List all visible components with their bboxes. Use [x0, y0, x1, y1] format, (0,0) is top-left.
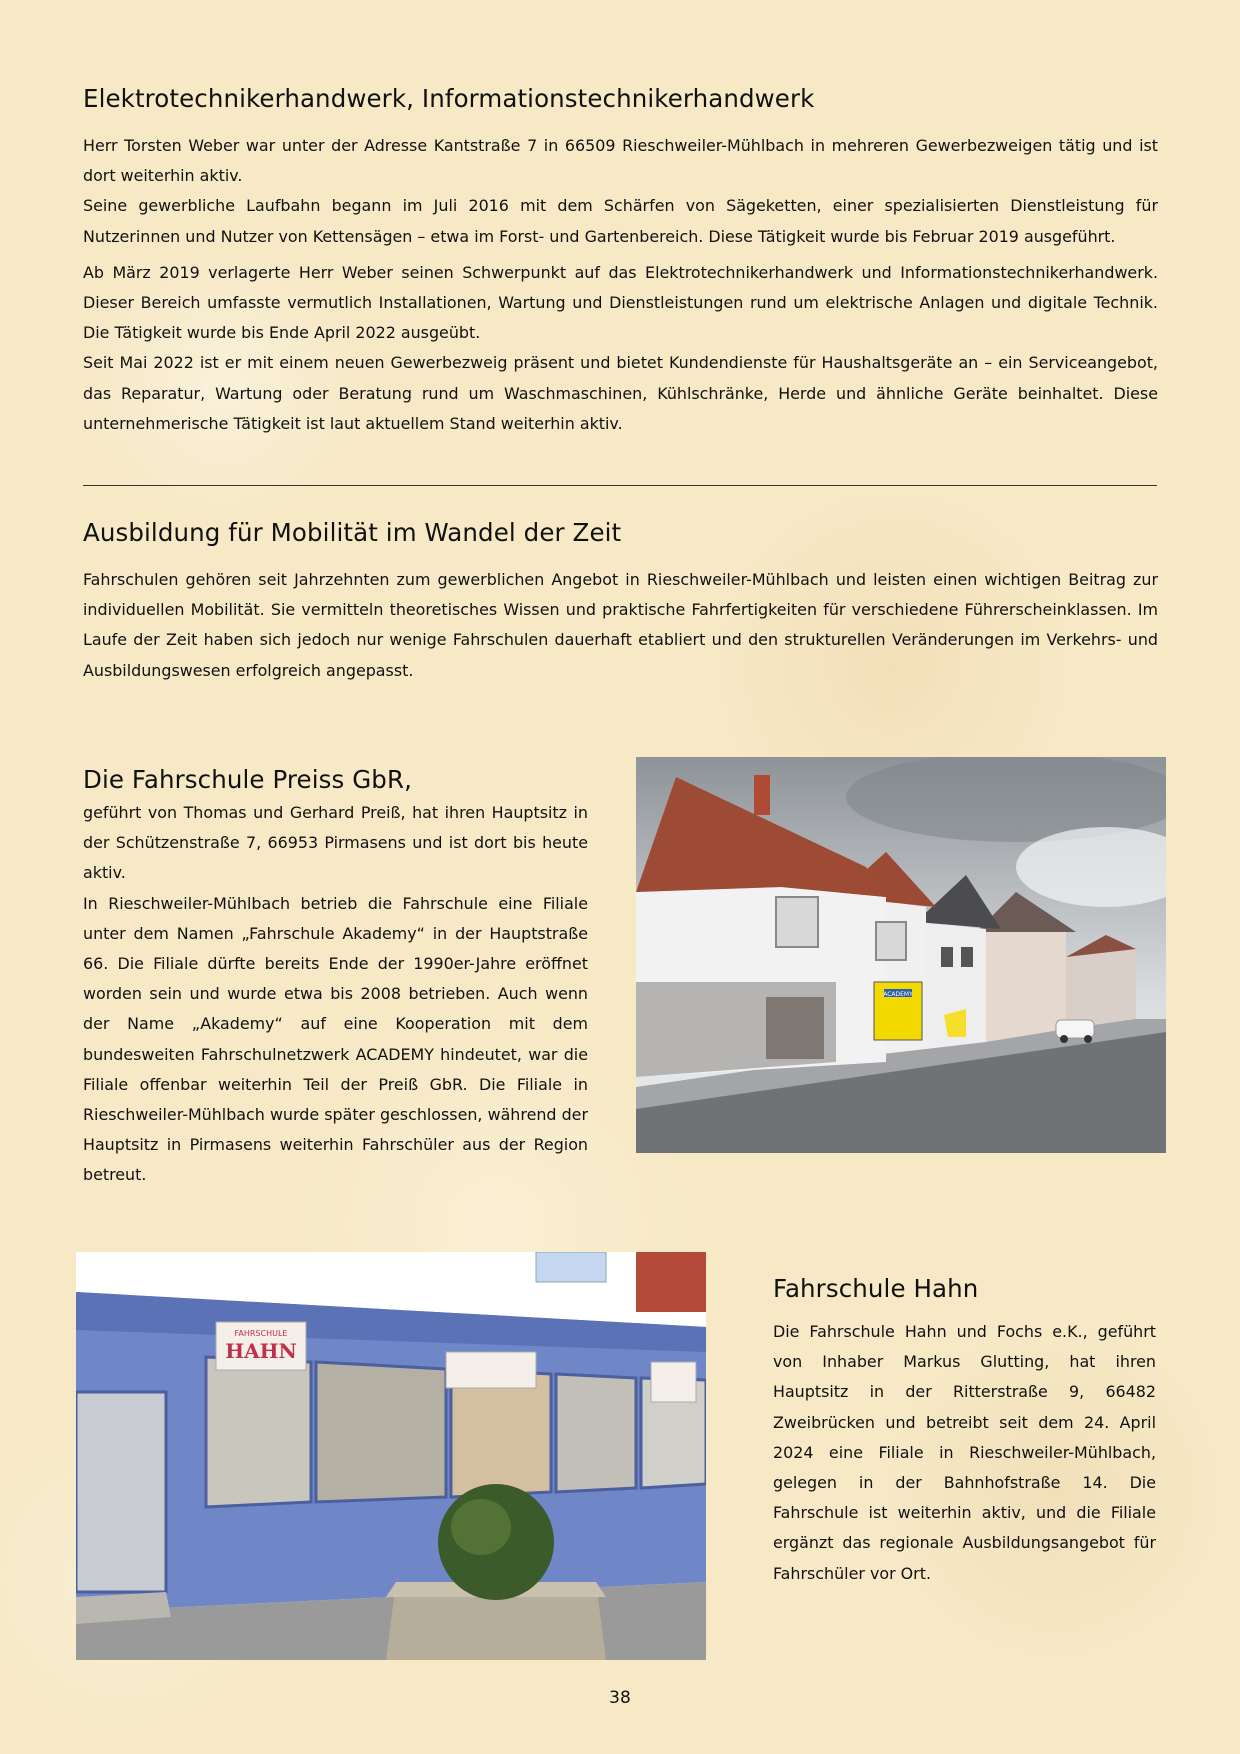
section-hahn	[773, 1274, 1156, 1589]
section-heading-hahn: Fahrschule Hahn	[773, 1274, 979, 1303]
section-preiss	[83, 765, 588, 1191]
page-number: 38	[609, 1688, 631, 1708]
paragraph: Die Fahrschule Hahn und Fochs e.K., geführt von Inhaber Markus Glutting, hat ihren Hauptsitz in der Ritterstraße 9, 66482 Zweibrücken und betreibt seit dem 24. April 2024 eine Filiale in Rieschweiler-Mühlbach, gelegen in der Bahnhofstraße 14. Die Fahrschule ist weiterhin aktiv, und die Filiale ergänzt das regionale Ausbildungsangebot für Fahrschüler vor Ort.	[773, 1322, 1156, 1583]
paragraph: Seit Mai 2022 ist er mit einem neuen Gewerbezweig präsent und bietet Kundendienste für Haushaltsgeräte an – ein Serviceangebot, das Reparatur, Wartung oder Beratung rund um Waschmaschinen, Kühlschränke, Herde und ähnliche Geräte beinhaltet. Diese unternehmerische Tätigkeit ist laut aktuellem Stand weiterhin aktiv.	[83, 353, 1158, 433]
section-heading-preiss: Die Fahrschule Preiss GbR,	[83, 765, 412, 794]
section-heading-electrical: Elektrotechnikerhandwerk, Informationstechnikerhandwerk	[83, 84, 815, 113]
paragraph: In Rieschweiler-Mühlbach betrieb die Fahrschule eine Filiale unter dem Namen „Fahrschule Akademy“ in der Hauptstraße 66. Die Filiale dürfte bereits Ende der 1990er-Jahre eröffnet worden sein und wurde etwa bis 2008 betrieben. Auch wenn der Name „Akademy“ auf eine Kooperation mit dem bundesweiten Fahrschulnetzwerk ACADEMY hindeutet, war die Filiale offenbar weiterhin Teil der Preiß GbR. Die Filiale in Rieschweiler-Mühlbach wurde später geschlossen, während der Hauptsitz in Pirmasens weiterhin Fahrschüler aus der Region betreut.	[83, 893, 588, 1185]
paragraph: Fahrschulen gehören seit Jahrzehnten zum gewerblichen Angebot in Rieschweiler-Mühlbach und leisten einen wichtigen Beitrag zur individuellen Mobilität. Sie vermitteln theoretisches Wissen und praktische Fahrfertigkeiten für verschiedene Führerscheinklassen. Im Laufe der Zeit haben sich jedoch nur wenige Fahrschulen dauerhaft etabliert und den strukturellen Veränderungen im Verkehrs- und Ausbildungswesen erfolgreich angepasst.	[83, 570, 1158, 680]
paragraph: Herr Torsten Weber war unter der Adresse Kantstraße 7 in 66509 Rieschweiler-Mühlbach in mehreren Gewerbezweigen tätig und ist dort weiterhin aktiv.	[83, 136, 1158, 186]
sign-hahn-top: FAHRSCHULE	[234, 1329, 288, 1338]
section-driving-schools	[83, 518, 1158, 686]
paragraph: Ab März 2019 verlagerte Herr Weber seinen Schwerpunkt auf das Elektrotechnikerhandwerk und Informationstechnikerhandwerk. Dieser Bereich umfasste vermutlich Installationen, Wartung und Dienstleistungen rund um elektrische Anlagen und digitale Technik. Die Tätigkeit wurde bis Ende April 2022 ausgeübt.	[83, 262, 1158, 343]
paragraph: geführt von Thomas und Gerhard Preiß, hat ihren Hauptsitz in der Schützenstraße 7, 66953 Pirmasens und ist dort bis heute aktiv.	[83, 803, 588, 883]
section-heading-driving-schools: Ausbildung für Mobilität im Wandel der Zeit	[83, 518, 622, 547]
sign-hahn-main: HAHN	[225, 1339, 297, 1363]
photo-hahn-storefront	[76, 1252, 706, 1660]
paragraph: Seine gewerbliche Laufbahn begann im Juli 2016 mit dem Schärfen von Sägeketten, einer spezialisierten Dienstleistung für Nutzerinnen und Nutzer von Kettensägen – etwa im Forst- und Gartenbereich. Diese Tätigkeit wurde bis Februar 2019 ausgeführt.	[83, 196, 1158, 246]
shop-sign-academy: ACADEMY	[883, 991, 913, 998]
section-divider	[83, 485, 1157, 486]
section-electrical	[83, 84, 1158, 439]
photo-street-academy	[636, 757, 1166, 1153]
